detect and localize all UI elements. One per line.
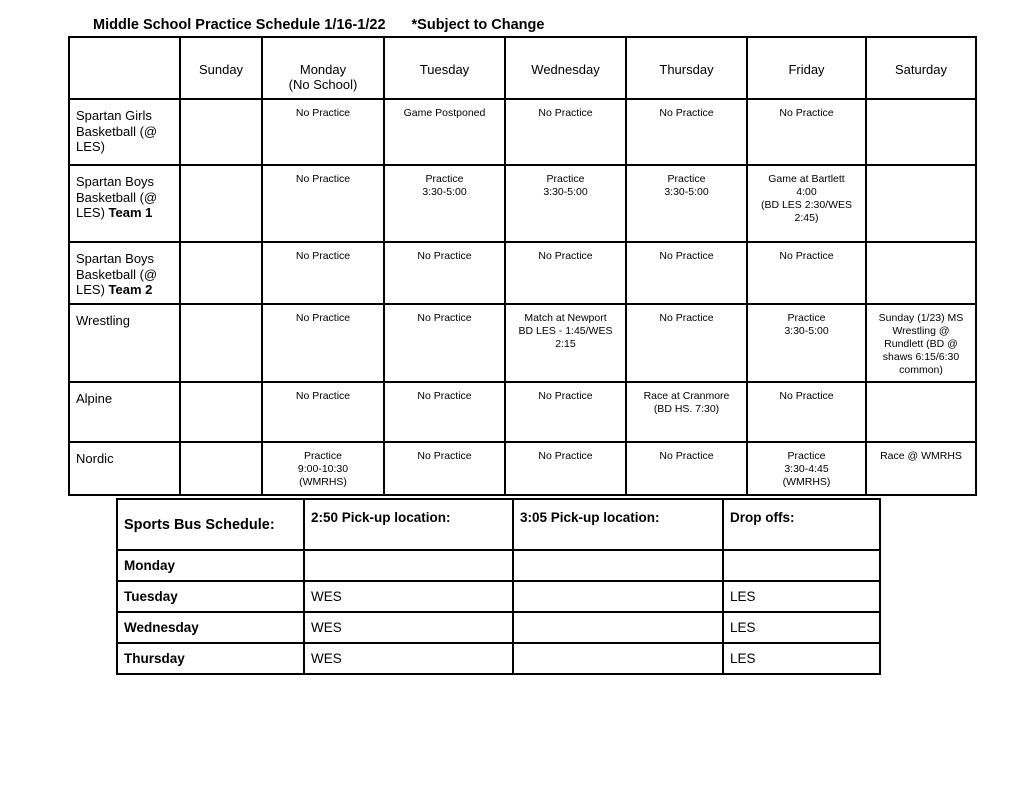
cell-monday: No Practice bbox=[262, 304, 384, 382]
cell-line: 4:00 bbox=[796, 186, 817, 198]
cell-thursday: No Practice bbox=[626, 442, 747, 495]
sport-label: Spartan Boys Basketball (@ LES) bbox=[76, 174, 158, 220]
cell-sunday bbox=[180, 165, 262, 242]
table-row bbox=[117, 612, 880, 643]
sport-boys-basketball-team2 bbox=[69, 242, 180, 304]
header-saturday: Saturday bbox=[866, 37, 976, 99]
cell-saturday bbox=[866, 242, 976, 304]
bus-header-row bbox=[117, 499, 880, 550]
cell-friday bbox=[747, 442, 866, 495]
cell-line: 3:30-5:00 bbox=[543, 186, 588, 198]
header-row bbox=[69, 37, 976, 99]
cell-saturday bbox=[866, 99, 976, 165]
cell-line: Match at Newport bbox=[524, 312, 607, 324]
cell-friday: No Practice bbox=[747, 242, 866, 304]
cell-monday: No Practice bbox=[262, 99, 384, 165]
cell-friday: No Practice bbox=[747, 99, 866, 165]
sport-girls-basketball: Spartan Girls Basketball (@ LES) bbox=[69, 99, 180, 165]
cell-thursday: No Practice bbox=[626, 99, 747, 165]
bus-cell: WES bbox=[304, 643, 513, 674]
bus-cell: LES bbox=[723, 581, 880, 612]
header-monday bbox=[262, 37, 384, 99]
table-row bbox=[117, 550, 880, 581]
cell-line: Practice bbox=[546, 173, 585, 185]
cell-line: Practice bbox=[425, 173, 464, 185]
cell-line: 3:30-5:00 bbox=[664, 186, 709, 198]
bus-cell bbox=[304, 550, 513, 581]
bus-col-250-pickup: 2:50 Pick-up location: bbox=[304, 499, 513, 550]
bus-cell bbox=[513, 581, 723, 612]
cell-saturday bbox=[866, 382, 976, 442]
cell-sunday bbox=[180, 242, 262, 304]
cell-friday: No Practice bbox=[747, 382, 866, 442]
cell-line: Practice bbox=[787, 450, 826, 462]
subject-to-change-note: *Subject to Change bbox=[411, 17, 545, 33]
cell-line: Practice bbox=[787, 312, 826, 324]
cell-wednesday: No Practice bbox=[505, 242, 626, 304]
bus-day: Thursday bbox=[117, 643, 304, 674]
bus-cell: LES bbox=[723, 643, 880, 674]
cell-tuesday: Game Postponed bbox=[384, 99, 505, 165]
bus-cell bbox=[723, 550, 880, 581]
cell-monday bbox=[262, 442, 384, 495]
table-row bbox=[69, 304, 976, 382]
cell-tuesday: No Practice bbox=[384, 304, 505, 382]
sport-alpine: Alpine bbox=[69, 382, 180, 442]
cell-tuesday: No Practice bbox=[384, 242, 505, 304]
cell-thursday bbox=[626, 382, 747, 442]
cell-line: (BD HS. 7:30) bbox=[653, 403, 720, 415]
cell-line: 9:00-10:30 bbox=[297, 463, 349, 475]
bus-col-drop-offs: Drop offs: bbox=[723, 499, 880, 550]
page-title bbox=[93, 17, 544, 33]
team-label: Team 1 bbox=[108, 205, 153, 220]
cell-sunday bbox=[180, 304, 262, 382]
header-monday-note: (No School) bbox=[288, 77, 358, 92]
table-row bbox=[69, 99, 976, 165]
bus-day: Monday bbox=[117, 550, 304, 581]
cell-wednesday bbox=[505, 165, 626, 242]
header-corner bbox=[69, 37, 180, 99]
cell-line: 3:30-5:00 bbox=[422, 186, 467, 198]
cell-line: Practice bbox=[304, 450, 342, 462]
header-wednesday: Wednesday bbox=[505, 37, 626, 99]
header-tuesday: Tuesday bbox=[384, 37, 505, 99]
bus-cell: LES bbox=[723, 612, 880, 643]
table-row bbox=[69, 165, 976, 242]
table-row bbox=[117, 643, 880, 674]
cell-sunday bbox=[180, 99, 262, 165]
table-row bbox=[69, 382, 976, 442]
cell-monday: No Practice bbox=[262, 242, 384, 304]
cell-tuesday: No Practice bbox=[384, 442, 505, 495]
team-label: Team 2 bbox=[108, 282, 153, 297]
cell-thursday bbox=[626, 165, 747, 242]
cell-monday: No Practice bbox=[262, 382, 384, 442]
cell-wednesday: No Practice bbox=[505, 382, 626, 442]
cell-thursday: No Practice bbox=[626, 242, 747, 304]
sport-nordic: Nordic bbox=[69, 442, 180, 495]
cell-line: (WMRHS) bbox=[782, 476, 831, 488]
cell-wednesday bbox=[505, 304, 626, 382]
sport-boys-basketball-team1 bbox=[69, 165, 180, 242]
cell-saturday bbox=[866, 165, 976, 242]
cell-wednesday: No Practice bbox=[505, 442, 626, 495]
cell-tuesday: No Practice bbox=[384, 382, 505, 442]
header-thursday: Thursday bbox=[626, 37, 747, 99]
practice-schedule-table bbox=[68, 36, 977, 496]
bus-col-305-pickup: 3:05 Pick-up location: bbox=[513, 499, 723, 550]
bus-schedule-table bbox=[116, 498, 881, 675]
cell-saturday: Race @ WMRHS bbox=[866, 442, 976, 495]
bus-day: Tuesday bbox=[117, 581, 304, 612]
cell-tuesday bbox=[384, 165, 505, 242]
cell-sunday bbox=[180, 382, 262, 442]
bus-cell: WES bbox=[304, 612, 513, 643]
bus-cell bbox=[513, 612, 723, 643]
table-row bbox=[117, 581, 880, 612]
cell-line: (BD LES 2:30/WES 2:45) bbox=[760, 199, 853, 224]
bus-cell bbox=[513, 550, 723, 581]
cell-saturday: Sunday (1/23) MS Wrestling @ Rundlett (BD @ shaws 6:15/6:30 common) bbox=[866, 304, 976, 382]
cell-line: Race at Cranmore bbox=[643, 390, 730, 402]
bus-cell: WES bbox=[304, 581, 513, 612]
sport-label: Spartan Boys Basketball (@ LES) bbox=[76, 251, 158, 297]
bus-cell bbox=[513, 643, 723, 674]
cell-line: 3:30-4:45 bbox=[784, 463, 829, 475]
cell-line: (WMRHS) bbox=[299, 476, 347, 488]
schedule-title: Middle School Practice Schedule 1/16-1/22 bbox=[93, 17, 386, 33]
bus-day: Wednesday bbox=[117, 612, 304, 643]
cell-line: Game at Bartlett bbox=[768, 173, 845, 185]
cell-line: 3:30-5:00 bbox=[784, 325, 829, 337]
bus-schedule-title: Sports Bus Schedule: bbox=[117, 499, 304, 550]
cell-line: BD LES - 1:45/WES 2:15 bbox=[518, 325, 613, 350]
sport-wrestling: Wrestling bbox=[69, 304, 180, 382]
cell-sunday bbox=[180, 442, 262, 495]
header-sunday: Sunday bbox=[180, 37, 262, 99]
cell-line: Practice bbox=[667, 173, 706, 185]
header-friday: Friday bbox=[747, 37, 866, 99]
table-row bbox=[69, 242, 976, 304]
table-row bbox=[69, 442, 976, 495]
cell-friday bbox=[747, 165, 866, 242]
cell-monday: No Practice bbox=[262, 165, 384, 242]
cell-thursday: No Practice bbox=[626, 304, 747, 382]
cell-friday bbox=[747, 304, 866, 382]
cell-wednesday: No Practice bbox=[505, 99, 626, 165]
header-monday-label: Monday bbox=[299, 62, 347, 77]
